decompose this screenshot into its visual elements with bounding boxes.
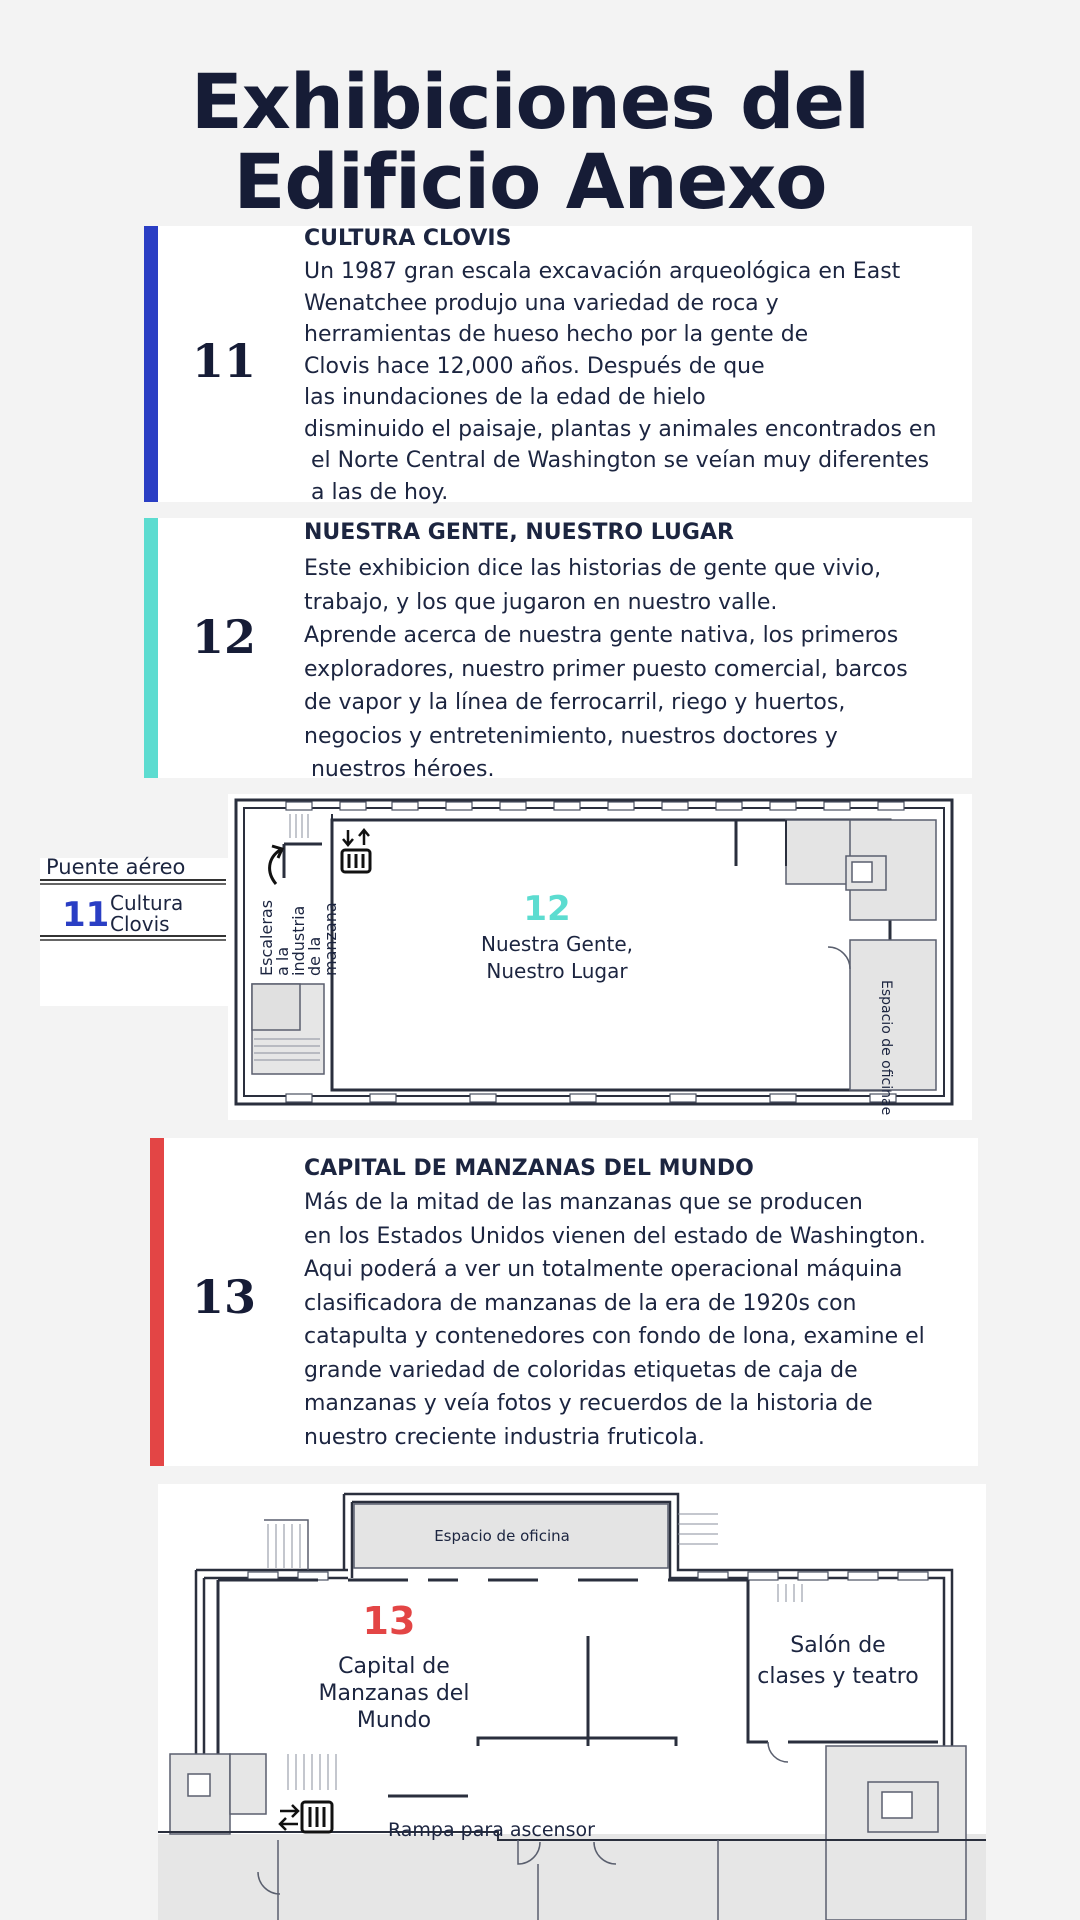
elevator-icon (280, 1802, 332, 1832)
door-swing (768, 1742, 788, 1762)
exhibit-line: negocios y entretenimiento, nuestros doctores y (304, 723, 838, 749)
floor-plan-lower-svg (158, 1484, 986, 1920)
exhibit-line: las inundaciones de la edad de hielo (304, 385, 706, 410)
exhibit-color-bar (144, 226, 158, 502)
exhibit-description (304, 256, 936, 508)
exhibit-line: catapulta y contenedores con fondo de lona, examine el (304, 1324, 925, 1349)
exhibit-description (304, 1186, 926, 1454)
stairs-label (257, 900, 340, 976)
stairs-label-line: industria (289, 905, 308, 976)
page-title-line2: Edificio Anexo (233, 137, 827, 226)
exhibit-line: nuestros héroes. (304, 757, 495, 782)
exhibit-color-bar (144, 518, 158, 778)
exhibit-line: Wenatchee produjo una variedad de roca y (304, 290, 779, 316)
exhibit-number: 11 (192, 334, 257, 388)
exhibit-line: el Norte Central de Washington se veían muy diferentes (304, 448, 930, 473)
map-exhibit-13-number: 13 (362, 1599, 416, 1643)
exhibit-line: a las de hoy. (304, 479, 449, 505)
stairs-label-line: a la (273, 946, 292, 976)
classroom-label: clases y teatro (757, 1664, 919, 1689)
exhibit-card-11 (144, 226, 972, 505)
partition-wall (478, 1738, 676, 1746)
exhibit-line: de vapor y la línea de ferrocarril, riego y huertos, (304, 690, 846, 715)
map-exhibit-12-label: Nuestro Lugar (486, 959, 628, 983)
floor-plan-upper-svg (40, 794, 972, 1120)
exhibit-line: manzanas y veía fotos y recuerdos de la historia de (304, 1391, 873, 1416)
ramp-label: Rampa para ascensor (388, 1819, 595, 1841)
stairs-label-line: Escaleras (257, 899, 276, 976)
exhibit-line: nuestro creciente industria fruticola. (304, 1424, 705, 1450)
exhibit-card-12 (144, 518, 972, 782)
restroom (230, 1754, 266, 1814)
exhibit-title: CULTURA CLOVIS (304, 226, 512, 251)
exhibit-card-13 (150, 1138, 978, 1466)
map-exhibit-11-label: Cultura (110, 891, 184, 915)
skybridge-label: Puente aéreo (46, 855, 186, 879)
stairs-label-line: de la (305, 936, 324, 976)
exhibit-title: NUESTRA GENTE, NUESTRO LUGAR (304, 520, 734, 545)
exhibit-line: clasificadora de manzanas de la era de 1920s con (304, 1290, 857, 1316)
map-exhibit-13-label: Manzanas del (318, 1681, 470, 1706)
exhibit-line: Clovis hace 12,000 años. Después de que (304, 353, 765, 379)
floor-plan-lower (158, 1484, 986, 1920)
exhibit-number: 13 (192, 1270, 257, 1324)
exhibit-line: Este exhibicion dice las historias de gente que vivio, (304, 556, 882, 581)
side-room (852, 862, 872, 882)
stairs-label-line: manzana (321, 902, 340, 976)
page-title-line1: Exhibiciones del (190, 57, 870, 146)
exhibit-line: Aprende acerca de nuestra gente nativa, los primeros (304, 623, 899, 648)
restroom (188, 1774, 210, 1796)
side-room (826, 1746, 966, 1920)
map-exhibit-12-label: Nuestra Gente, (480, 932, 634, 956)
classroom-label: Salón de (790, 1633, 886, 1658)
classroom-wall (748, 1580, 768, 1742)
map-exhibit-12-number: 12 (523, 889, 571, 929)
exhibit-description (304, 552, 908, 787)
map-exhibit-11-label: Clovis (110, 912, 170, 936)
office-label: Espacio de oficina (434, 1527, 570, 1545)
ramp-steps (288, 1754, 336, 1790)
exhibit-line: herramientas de hueso hecho por la gente de (304, 322, 809, 347)
exhibit-line: Más de la mitad de las manzanas que se producen (304, 1190, 863, 1215)
exhibit-title: CAPITAL DE MANZANAS DEL MUNDO (304, 1156, 754, 1181)
exhibit-line: en los Estados Unidos vienen del estado de Washington. (304, 1223, 926, 1249)
office-label: Espacio de oficinae (878, 980, 894, 1116)
exhibit-color-bar (150, 1138, 164, 1466)
map-exhibit-11-number: 11 (62, 895, 110, 935)
exhibit-line: disminuido el paisaje, plantas y animales encontrados en (304, 416, 937, 442)
map-exhibit-13-label: Mundo (356, 1708, 432, 1733)
map-exhibit-13-label: Capital de (338, 1654, 450, 1679)
exhibit-number: 12 (192, 610, 257, 664)
floor-plan-upper (40, 794, 972, 1120)
exhibit-line: Aqui poderá a ver un totalmente operacional máquina (304, 1257, 903, 1282)
exhibit-line: trabajo, y los que jugaron en nuestro valle. (304, 589, 778, 615)
exhibit-line: exploradores, nuestro primer puesto comercial, barcos (304, 656, 908, 682)
side-room (882, 1792, 912, 1818)
exhibit-line: Un 1987 gran escala excavación arqueológica en East (304, 259, 901, 284)
exhibit-line: grande variedad de coloridas etiquetas de caja de (304, 1357, 858, 1383)
stair-rail (264, 1520, 308, 1570)
stair-room (252, 984, 300, 1030)
